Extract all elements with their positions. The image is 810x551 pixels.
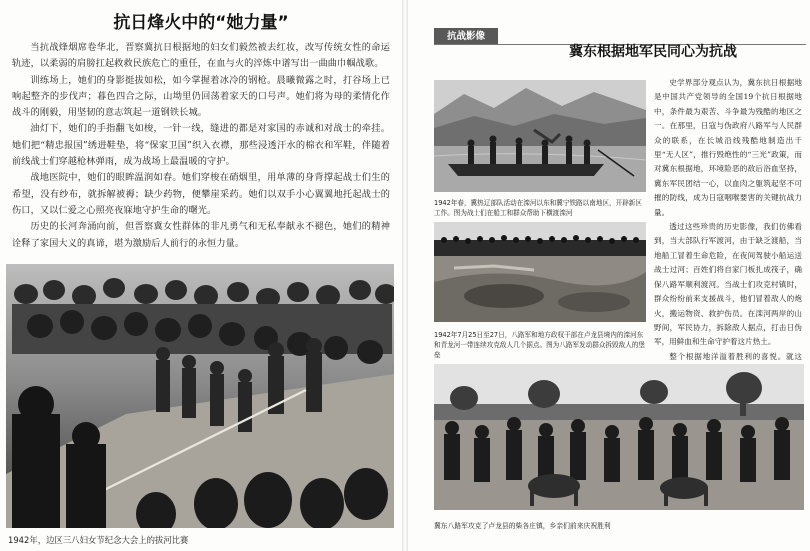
dismantle-fort-caption: 1942年7月25日至27日，八路军和地方政权干部在卢龙县境内的滦河东和青龙河一带连续攻克敌人几个据点。图为八路军发动群众拆毁敌人的堡垒 xyxy=(434,331,645,359)
left-article-body xyxy=(12,40,390,252)
left-paragraph: 历史的长河奔涌向前，但晋察冀女性群体的非凡勇气和无私奉献永不褪色，她们的精神诠释了家国大义的真谛，堪为激励后人前行的永恒力量。 xyxy=(12,221,390,249)
right-page xyxy=(408,0,810,551)
right-paragraph: 整个根据地洋溢着胜利的喜悦。就这 xyxy=(669,351,802,361)
victory-celebration-caption: 冀东八路军攻克了卢龙县的柴各庄镇，乡亲们前来庆祝胜利 xyxy=(434,522,611,530)
left-paragraph: 训练场上，她们的身影挺拔如松，如今掌握着冰冷的钢枪。晨曦微露之时，打谷场上已响起整齐的步伐声；暮色四合之际，山坳里仍回荡着家天的口号声。她们将为母的柔情化作战斗的刚毅，用坚韧的意志筑起一道钢铁长城。 xyxy=(12,74,390,119)
left-paragraph: 战地医院中，她们的眼眸温润如春。她们穿梭在硝烟里，用单薄的身背撑起战士们生的希望，没有纱布，就拆解被褥；缺少药物，便攀崖采药。她们以双手小心翼翼地托起战士的伤口，又以仁爱之心照亮夜寐地守护生命的曙光。 xyxy=(12,172,390,216)
victory-celebration-photo xyxy=(434,364,804,510)
tug-of-war-caption: 1942年，边区三八妇女节纪念大会上的拔河比赛 xyxy=(8,535,189,545)
section-tag: 抗战影像 xyxy=(434,28,498,45)
tug-of-war-photo xyxy=(6,264,394,528)
left-paragraph: 油灯下，她们的手指翻飞如梭，一针一线，缝进的都是对家国的赤诚和对战士的牵挂。她们把“精忠报国”绣进鞋垫，将“保家卫国”织入衣襟，那些浸透汗水的棉衣和军鞋，伴随着前线战士们穿越枪林弹雨，成为战场上最温暖的守护。 xyxy=(12,123,390,168)
left-page-title: 抗日烽火中的“她力量” xyxy=(113,13,289,33)
right-paragraph: 史学界部分观点认为，冀东抗日根据地是中国共产党领导的全国19个抗日根据地中，条件最为艰苦、斗争最为残酷的地区之一。在那里，日寇与伪政府八路军与人民群众的联系，在长城沿线残酷地制造出千里“无人区”，推行毁绝性的“三光”政策，而对冀东根据地，环境险恶的敌后浴血坚持，冀东军民团结一心，以血肉之躯筑起坚不可摧的防线，成为日寇咽喉要害的关键抗战力量。 xyxy=(654,78,802,217)
left-paragraph: 当抗战烽烟席卷华北，晋察冀抗日根据地的妇女们毅然被去红妆，改写传统女性的命运轨迹，以柔弱的肩膀扛起救救民族危亡的重任，在血与火的淬炼中谱写出一曲曲巾帼战歌。 xyxy=(12,42,390,70)
river-crossing-caption: 1942年春，冀热辽部队活动在滦河以东和冀宁铁路以南地区，开辟新区工作。图为战士们在船工和群众帮助下横渡滦河 xyxy=(434,199,642,217)
left-page xyxy=(0,0,402,551)
right-page-title: 冀东根据地军民同心为抗战 xyxy=(569,44,737,60)
right-paragraph: 透过这些珍贵的历史影像，我们仿佛看到，当大部队行军渡河，由于缺乏渡船，当地船工冒着生命危险，在夜间驾驶小船运送战士过河；百姓们将自家门板扎成筏子，确保八路军顺利渡河。当战士们攻克村镇时，群众纷纷前来支援战斗，他们冒着敌人的炮火，搬运物资、救护伤员。在滦河两岸的山野间，军民协力，拆除敌人据点，打击日伪军，用鲜血和生命守护着这片热土。 xyxy=(654,222,802,347)
river-crossing-photo xyxy=(434,80,646,192)
dismantle-fort-photo xyxy=(434,222,646,322)
